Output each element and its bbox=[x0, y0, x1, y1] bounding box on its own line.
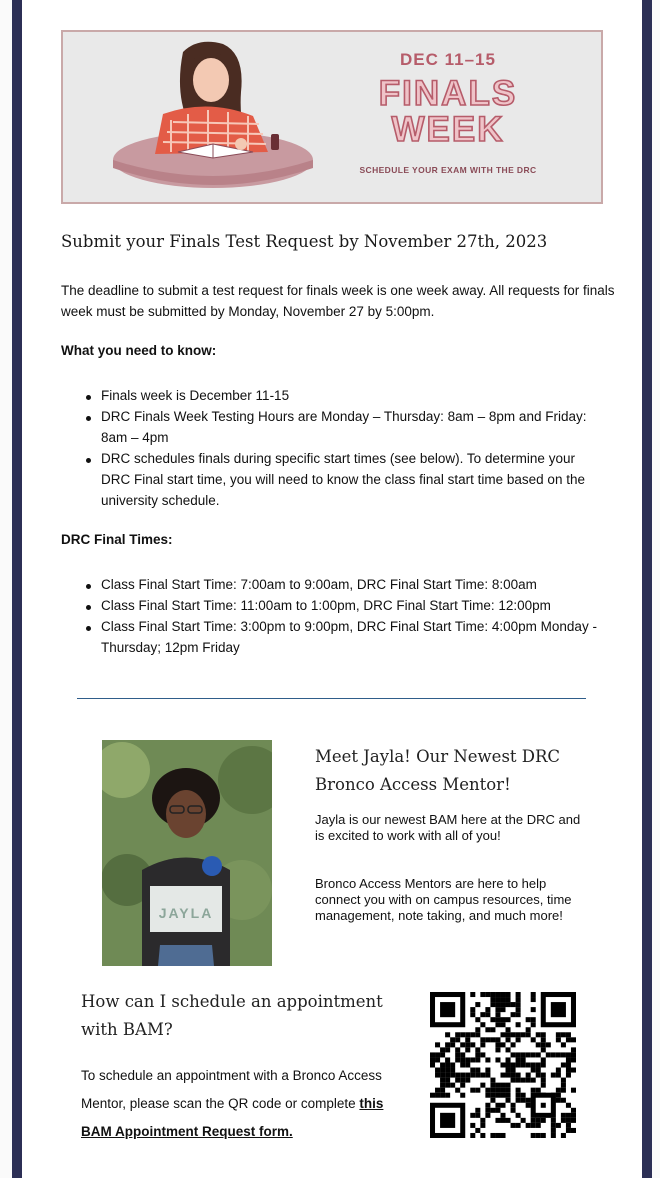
banner-title-line2: WEEK bbox=[391, 110, 505, 149]
banner-title bbox=[333, 76, 563, 148]
section-divider bbox=[77, 698, 586, 699]
list-item: Class Final Start Time: 11:00am to 1:00pm, DRC Final Start Time: 12:00pm bbox=[101, 595, 603, 616]
list-item: Class Final Start Time: 3:00pm to 9:00pm, DRC Final Start Time: 4:00pm Monday - Thursday; 12pm Friday bbox=[101, 616, 603, 658]
sign-text: JAYLA bbox=[158, 905, 214, 921]
list-item: Class Final Start Time: 7:00am to 9:00am, DRC Final Start Time: 8:00am bbox=[101, 574, 603, 595]
know-label: What you need to know: bbox=[61, 343, 217, 358]
mentor-description: Bronco Access Mentors are here to help connect you with on campus resources, time management, note taking, and much more! bbox=[315, 876, 572, 923]
qr-code-icon[interactable] bbox=[430, 992, 576, 1138]
appointment-form-link[interactable]: this BAM Appointment Request form. bbox=[81, 1096, 384, 1139]
banner-subtitle: SCHEDULE YOUR EXAM WITH THE DRC bbox=[359, 165, 537, 175]
list-item: DRC Finals Week Testing Hours are Monday – Thursday: 8am – 8pm and Friday: 8am – 4pm bbox=[101, 406, 603, 448]
finals-week-banner bbox=[61, 30, 603, 204]
schedule-text-body: To schedule an appointment with a Bronco Access Mentor, please scan the QR code or complete bbox=[81, 1068, 382, 1111]
schedule-text bbox=[81, 1062, 411, 1146]
mentor-photo bbox=[102, 740, 272, 966]
schedule-heading: How can I schedule an appointment with BAM? bbox=[81, 992, 383, 1039]
left-border bbox=[12, 0, 22, 1178]
student-studying-illustration bbox=[63, 32, 353, 202]
list-item: DRC schedules finals during specific start times (see below). To determine your DRC Final start time, you will need to know the class final start time based on the university schedule. bbox=[101, 448, 603, 511]
mentor-heading: Meet Jayla! Our Newest DRC Bronco Access Mentor! bbox=[315, 747, 561, 794]
intro-paragraph: The deadline to submit a test request for finals week is one week away. All requests for finals week must be submitted by Monday, November 27 by 5:00pm. bbox=[61, 283, 615, 319]
times-label: DRC Final Times: bbox=[61, 532, 173, 547]
know-list bbox=[61, 385, 603, 511]
right-border bbox=[642, 0, 652, 1178]
list-item: Finals week is December 11-15 bbox=[101, 385, 603, 406]
times-list bbox=[61, 574, 603, 658]
mentor-intro: Jayla is our newest BAM here at the DRC and is excited to work with all of you! bbox=[315, 812, 581, 843]
page-title: Submit your Finals Test Request by November 27th, 2023 bbox=[61, 232, 548, 251]
banner-date: DEC 11–15 bbox=[400, 50, 496, 69]
banner-title-line1: FINALS bbox=[378, 74, 518, 113]
email-body bbox=[22, 0, 642, 1178]
